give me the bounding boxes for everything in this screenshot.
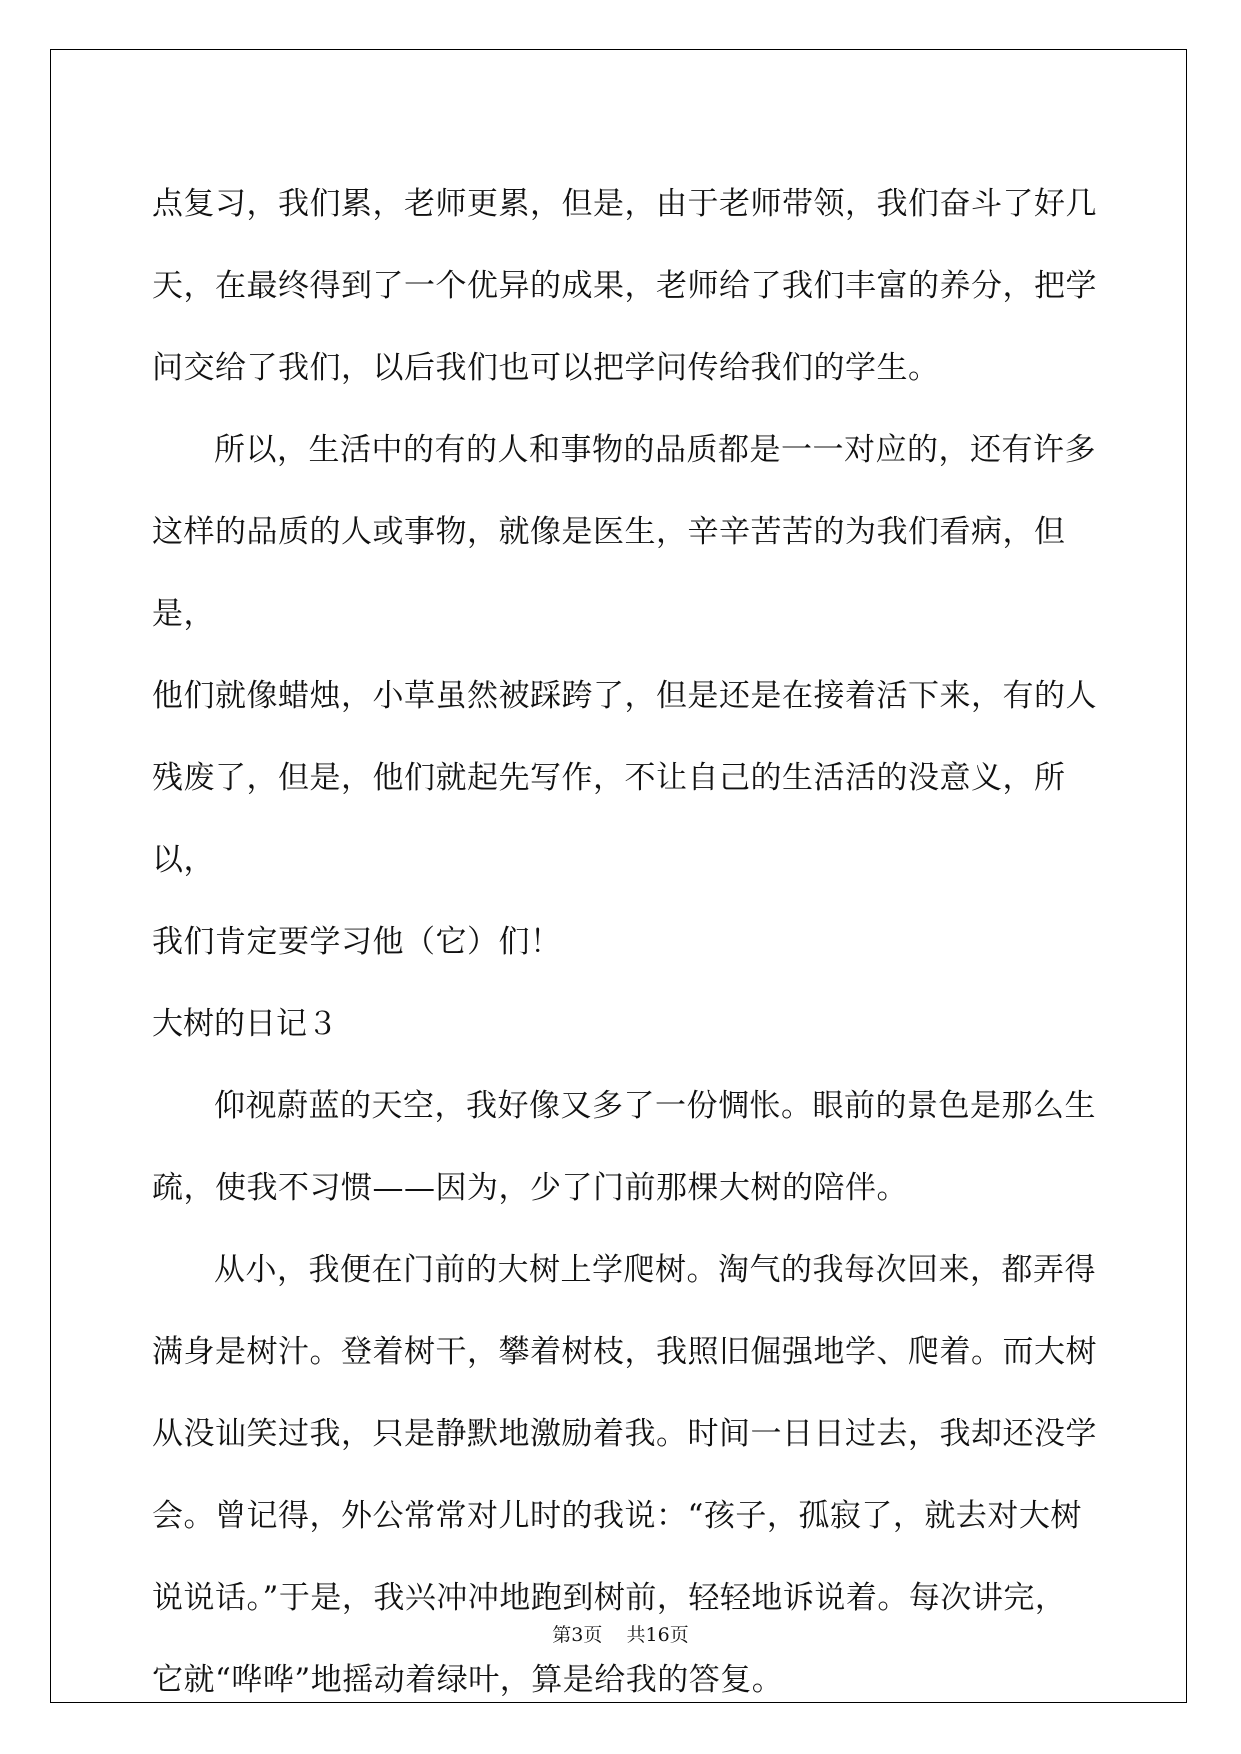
page-total: 共16页	[626, 1624, 689, 1646]
page-number: 第3页	[552, 1624, 603, 1646]
text-line: 从没讪笑过我，只是静默地激励着我。时间一日日过去，我却还没学	[152, 1416, 1097, 1452]
text-line: 所以，生活中的有的人和事物的品质都是一一对应的，还有许多	[214, 432, 1096, 468]
page-footer	[0, 1620, 1241, 1647]
text-line: 满身是树汁。登着树干，攀着树枝，我照旧倔强地学、爬着。而大树	[152, 1334, 1097, 1370]
text-line: 它就“哗哗”地摇动着绿叶，算是给我的答复。	[152, 1662, 784, 1698]
text-line: 仰视蔚蓝的天空，我好像又多了一份惆怅。眼前的景色是那么生	[214, 1088, 1096, 1124]
section-title: 大树的日记３	[152, 1006, 338, 1042]
text-line: 问交给了我们，以后我们也可以把学问传给我们的学生。	[152, 350, 940, 386]
text-line: 他们就像蜡烛，小草虽然被踩跨了，但是还是在接着活下来，有的人	[152, 678, 1097, 714]
text-line: 疏，使我不习惯——因为，少了门前那棵大树的陪伴。	[152, 1170, 908, 1206]
paragraph-2	[152, 409, 1107, 983]
text-line: 这样的品质的人或事物，就像是医生，辛辛苦苦的为我们看病，但是，	[152, 514, 1066, 632]
text-line: 点复习，我们累，老师更累，但是，由于老师带领，我们奋斗了好几	[152, 186, 1097, 222]
text-line: 残废了，但是，他们就起先写作，不让自己的生活活的没意义，所以，	[152, 760, 1066, 878]
text-line: 我们肯定要学习他（它）们！	[152, 924, 562, 960]
paragraph-3	[152, 1065, 1107, 1229]
text-line: 说说话。”于是，我兴冲冲地跑到树前，轻轻地诉说着。每次讲完，	[152, 1580, 1067, 1616]
document-body	[152, 163, 1107, 1721]
paragraph-continued	[152, 163, 1107, 409]
text-line: 会。曾记得，外公常常对儿时的我说：“孩子，孤寂了，就去对大树	[152, 1498, 1082, 1534]
paragraph-4	[152, 1229, 1107, 1721]
text-line: 从小，我便在门前的大树上学爬树。淘气的我每次回来，都弄得	[214, 1252, 1096, 1288]
text-line: 天，在最终得到了一个优异的成果，老师给了我们丰富的养分，把学	[152, 268, 1097, 304]
